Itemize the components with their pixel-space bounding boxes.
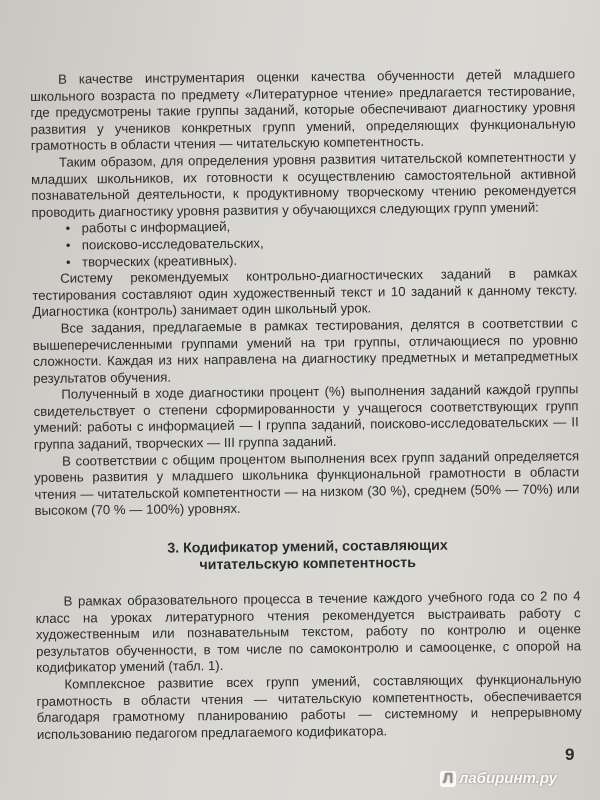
paragraph-levels: В соответствии с общим процентом выполнения всех групп заданий определяется уровень развития у младшего школьника функциональной грамотности в области чтения — читательской компетентности — на низком (30 %), среднем (50% — 70%) или высоком (70 % — 100%) уровнях.: [34, 447, 580, 519]
section-heading: [35, 536, 580, 576]
paragraph-percentage: Полученный в ходе диагностики процент (%) выполнения заданий каждой группы свидетельствует о степени сформированности у учащегося соответствующих групп умений: работы с информацией — I группа заданий, поисково-исследовательских — II группа заданий, творческих — III группа заданий.: [33, 381, 579, 453]
labirint-logo-icon: Л: [440, 771, 456, 787]
section-heading-line2: читательскую компетентность: [199, 555, 416, 574]
page-number: 9: [565, 745, 575, 764]
paragraph-skills-intro: Таким образом, для определения уровня развития читательской компетентности у младших школьников, их готовности к осуществлению самостоятельной активной познавательной деятельности, к продуктивному творческому чтению рекомендуется проводить диагностику уровня развития у обучающихся следующих групп умений:: [31, 149, 577, 220]
watermark-text: лабиринт.ру: [459, 770, 557, 787]
page-content: [30, 66, 582, 743]
paragraph-test-system: Систему рекомендуемых контрольно-диагностических заданий в рамках тестирования составляют один художественный текст и 10 заданий к данному тексту. Диагностика (контроль) занимает один школьный урок.: [32, 265, 578, 320]
list-item: • творческих (креативных).: [82, 249, 577, 271]
paragraph-intro: В качестве инструментария оценки качества обученности детей младшего школьного возраста по предмету «Литературное чтение» предлагается тестирование, где предусмотрены такие группы заданий, которые обеспечивают диагностику уровня развития у учеников конкретных групп умений, определяющих функциональную грамотность в области чтения — читательскую компетентность.: [30, 66, 576, 154]
list-item: • поисково-исследовательских,: [82, 232, 577, 254]
section-heading-line1: 3. Кодификатор умений, составляющих: [167, 537, 448, 557]
paragraph-complex-development: Комплексное развитие всех групп умений, составляющих функциональную грамотность в области чтения — читательскую компетентность, обеспечивается благодаря грамотному планированию работы — системному и непрерывному использованию педагогом предлагаемого кодификатора.: [36, 671, 582, 742]
paragraph-codifier: В рамках образовательного процесса в течение каждого учебного года со 2 по 4 класс на уроках литературного чтения рекомендуется выстраивать работу с художественным или познавательным текстом, работу по контролю и оценке результатов обученности, в том числе по самоконтролю и самооценке, с опорой на кодификатор умений (табл. 1).: [35, 588, 582, 676]
skills-list: [32, 216, 577, 271]
paragraph-task-groups: Все задания, предлагаемые в рамках тестирования, делятся в соответствии с вышеперечисленными группами умений на три группы, отличающиеся по уровню сложности. Каждая из них направлена на диагностику предметных и метапредметных результатов обучения.: [32, 315, 579, 386]
watermark: [440, 770, 557, 787]
list-item: • работы с информацией,: [82, 216, 577, 238]
